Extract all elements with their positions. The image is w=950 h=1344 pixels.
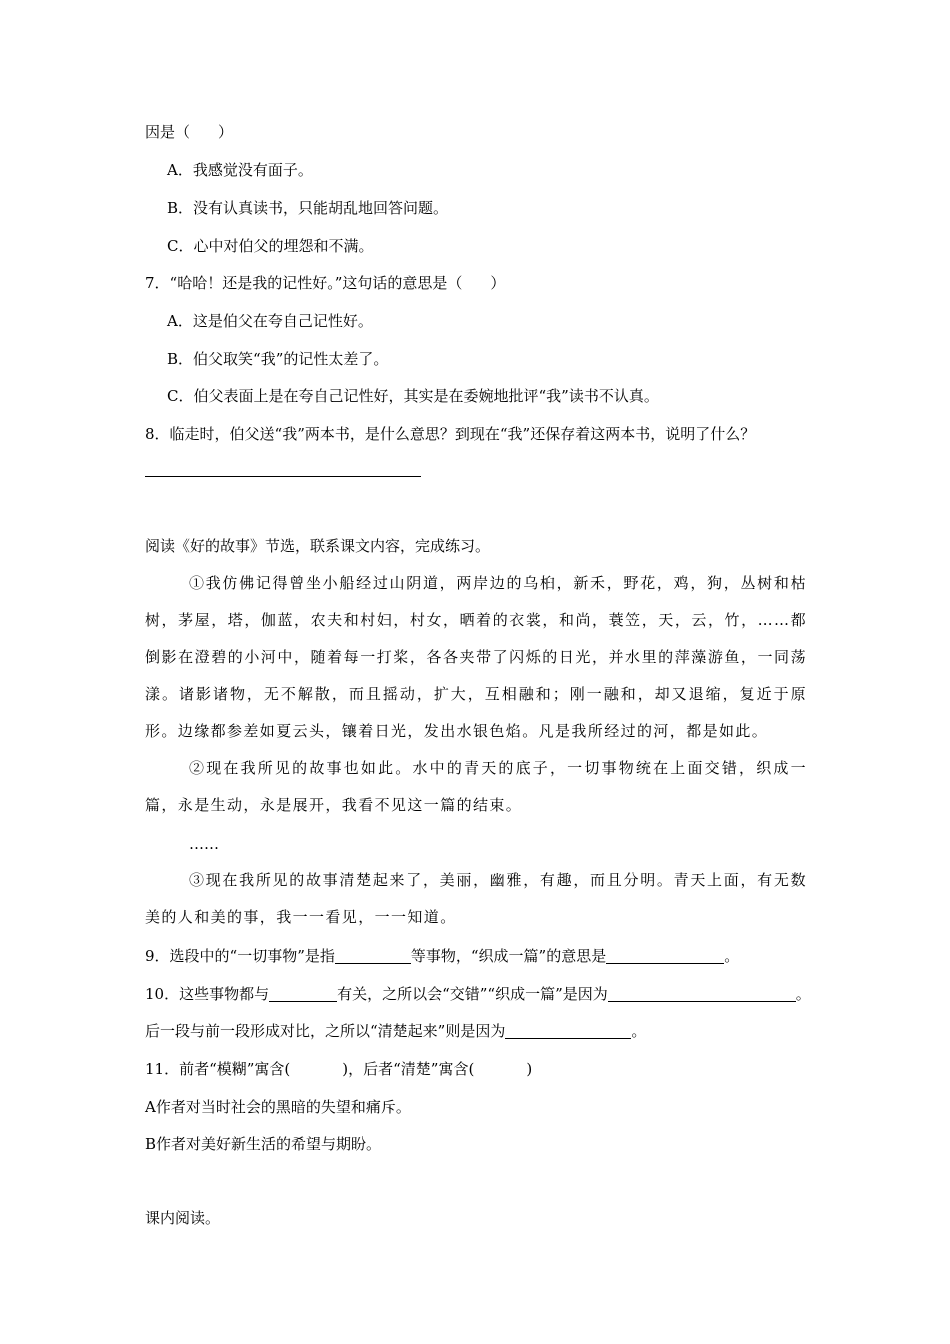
q9-blank-2[interactable] — [606, 947, 724, 964]
q6-option-a: A．我感觉没有面子。 — [167, 161, 313, 179]
q10-blank-2[interactable] — [608, 985, 796, 1002]
q6-option-b: B．没有认真读书，只能胡乱地回答问题。 — [167, 199, 449, 217]
q9-blank-1[interactable] — [335, 947, 411, 964]
q8-stem: 8．临走时，伯父送“我”两本书，是什么意思？到现在“我”还保存着这两本书，说明了什么？ — [145, 425, 756, 443]
q11-stem: 11．前者“模糊”寓含( )，后者“清楚”寓含( ) — [145, 1060, 533, 1078]
q6-option-c: C．心中对伯父的埋怨和不满。 — [167, 237, 374, 255]
reading-paragraph-1: ①我仿佛记得曾坐小船经过山阴道，两岸边的乌桕，新禾，野花，鸡，狗，丛树和枯树，茅屋，塔，伽蓝，农夫和村妇，村女，晒着的衣裳，和尚，蓑笠，天，云，竹，……都倒影在澄碧的小河中，随着每一打桨，各各夹带了闪烁的日光，并水里的萍藻游鱼，一同荡漾。诸影诸物，无不解散，而且摇动，扩大，互相融和；刚一融和，却又退缩，复近于原形。边缘都参差如夏云头，镶着日光，发出水银色焰。凡是我所经过的河，都是如此。 — [145, 574, 807, 740]
q6-stem-tail: 因是（ ） — [145, 123, 234, 141]
q8-answer-line[interactable] — [145, 476, 421, 477]
q7-option-a: A．这是伯父在夸自己记性好。 — [167, 312, 373, 330]
reading-ellipsis: …… — [189, 835, 219, 853]
q10-blank-3[interactable] — [505, 1022, 631, 1039]
q11-option-b: B作者对美好新生活的希望与期盼。 — [145, 1135, 382, 1153]
q7-option-c: C．伯父表面上是在夸自己记性好，其实是在委婉地批评“我”读书不认真。 — [167, 387, 659, 405]
q11-option-a: A作者对当时社会的黑暗的失望和痛斥。 — [145, 1098, 411, 1116]
reading-paragraph-2: ②现在我所见的故事也如此。水中的青天的底子，一切事物统在上面交错，织成一篇，永是生动，永是展开，我看不见这一篇的结束。 — [145, 759, 807, 814]
q9: 9．选段中的“一切事物”是指 等事物，“织成一篇”的意思是 。 — [145, 947, 740, 965]
q10-blank-1[interactable] — [269, 985, 337, 1002]
q10-line-1: 10．这些事物都与 有关，之所以会“交错”“织成一篇”是因为 。 — [145, 985, 811, 1003]
q10-line-2: 后一段与前一段形成对比，之所以“清楚起来”则是因为 。 — [145, 1022, 647, 1040]
reading-intro: 阅读《好的故事》节选，联系课文内容，完成练习。 — [145, 537, 491, 555]
section-heading-in-class-reading: 课内阅读。 — [145, 1209, 221, 1227]
q7-option-b: B．伯父取笑“我”的记性太差了。 — [167, 350, 389, 368]
reading-paragraph-3: ③现在我所见的故事清楚起来了，美丽，幽雅，有趣，而且分明。青天上面，有无数美的人和美的事，我一一看见，一一知道。 — [145, 871, 807, 926]
q7-stem: 7．“哈哈！还是我的记性好。”这句话的意思是（ ） — [145, 274, 506, 292]
